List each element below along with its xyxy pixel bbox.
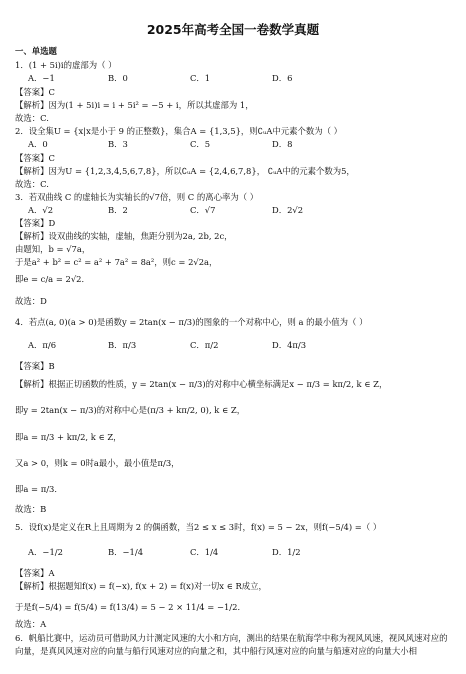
q3-analysis-line: 即e = c/a = 2√2．: [15, 274, 90, 284]
q4-analysis-line: 又a > 0，则k = 0时a最小，最小值是π/3，: [15, 458, 180, 468]
q4-analysis-line: 即a = π/3 + kπ/2, k ∈ Z，: [15, 432, 122, 442]
q3-option-a: A．√2: [28, 205, 54, 215]
q1-option-c: C．1: [190, 73, 211, 83]
q5-option-c: C．1/4: [190, 547, 219, 557]
q1-conclusion: 故选：C.: [15, 113, 49, 123]
q3-option-b: B．2: [108, 205, 128, 215]
q5-analysis-line: 【解析】根据题知f(x) = f(−x), f(x + 2) = f(x)对一切x ∈ R成立，: [15, 581, 267, 591]
q3-stem: 3．若双曲线 C 的虚轴长为实轴长的√7倍，则 C 的离心率为（ ）: [15, 192, 259, 202]
q4-analysis-line: 即y = 2tan(x − π/3)的对称中心是(π/3 + kπ/2, 0), k ∈ Z，: [15, 405, 246, 415]
q4-option-b: B．π/3: [108, 340, 137, 350]
q1-analysis: 【解析】因为(1 + 5i)i = i + 5i² = −5 + i，所以其虚部为 1，: [15, 100, 254, 110]
q2-stem: 2．设全集U = {x|x是小于 9 的正整数}，集合A = {1,3,5}，则∁ᵤA中元素个数为（ ）: [15, 126, 343, 136]
q1-option-b: B．0: [108, 73, 128, 83]
q5-option-d: D．1/2: [272, 547, 301, 557]
q3-option-c: C．√7: [190, 205, 216, 215]
q4-option-c: C．π/2: [190, 340, 219, 350]
q5-stem: 5．设f(x)是定义在R上且周期为 2 的偶函数，当2 ≤ x ≤ 3时，f(x) = 5 − 2x，则f(−5/4) =（ ）: [15, 522, 382, 532]
q3-analysis-line: 【解析】设双曲线的实轴，虚轴，焦距分别为2a, 2b, 2c，: [15, 231, 233, 241]
q1-option-d: D．6: [272, 73, 293, 83]
q1-answer: 【答案】C: [15, 87, 55, 97]
q2-answer: 【答案】C: [15, 153, 55, 163]
q2-conclusion: 故选：C.: [15, 179, 49, 189]
q4-answer: 【答案】B: [15, 361, 55, 371]
q2-analysis: 【解析】因为U = {1,2,3,4,5,6,7,8}，所以∁ᵤA = {2,4,6,7,8}， ∁ᵤA中的元素个数为5，: [15, 166, 355, 176]
q4-conclusion: 故选：B: [15, 504, 47, 514]
q5-option-b: B．−1/4: [108, 547, 144, 557]
q4-option-d: D．4π/3: [272, 340, 307, 350]
q1-option-a: A．−1: [28, 73, 55, 83]
q4-option-a: A．π/6: [28, 340, 57, 350]
q4-analysis-line: 【解析】根据正切函数的性质，y = 2tan(x − π/3)的对称中心横坐标满足x − π/3 = kπ/2, k ∈ Z，: [15, 379, 388, 389]
q3-analysis-line: 由题知，b = √7a，: [15, 244, 91, 254]
q4-stem: 4．若点(a, 0)(a > 0)是函数y = 2tan(x − π/3)的图象的一个对称中心，则 a 的最小值为（ ）: [15, 317, 368, 327]
q2-option-b: B．3: [108, 139, 128, 149]
q5-conclusion: 故选：A: [15, 619, 47, 629]
q6-stem: 6．帆船比赛中，运动员可借助风力计测定风速的大小和方向，测出的结果在航海学中称为视风风速，视风风速对应的向量，是真风风速对应的向量与船行风速对应的向量之和，其中船行风速对应的向量与船速对应的向量大小相: [15, 633, 448, 656]
q3-answer: 【答案】D: [15, 218, 56, 228]
q3-option-d: D．2√2: [272, 205, 304, 215]
q2-option-d: D．8: [272, 139, 293, 149]
page-title: 2025年高考全国一卷数学真题: [146, 22, 320, 37]
q5-option-a: A．−1/2: [28, 547, 63, 557]
q4-analysis-line: 即a = π/3．: [15, 484, 63, 494]
q2-option-c: C．5: [190, 139, 211, 149]
section-heading: 一、单选题: [15, 46, 57, 56]
q3-conclusion: 故选：D: [15, 296, 47, 306]
q5-answer: 【答案】A: [15, 568, 55, 578]
q5-analysis-line: 于是f(−5/4) = f(5/4) = f(13/4) = 5 − 2 × 11/4 = −1/2．: [15, 602, 246, 612]
q2-option-a: A．0: [28, 139, 48, 149]
q1-stem: 1．(1 + 5i)i的虚部为（ ）: [15, 60, 117, 70]
q3-analysis-line: 于是a² + b² = c² = a² + 7a² = 8a²，则c = 2√2a，: [15, 257, 218, 267]
